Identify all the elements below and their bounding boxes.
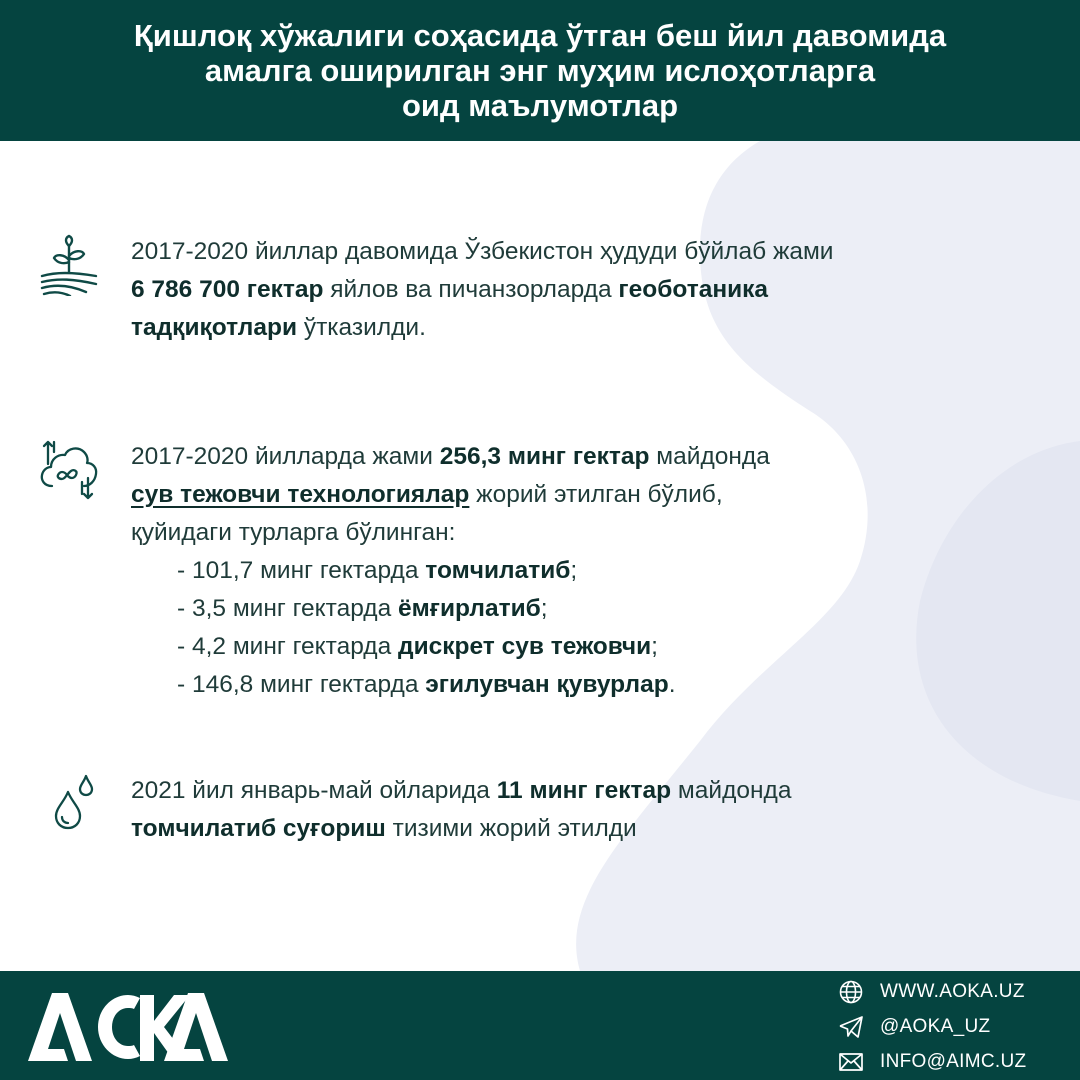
block1-bold-area: 6 786 700 гектар [131,276,324,303]
block3-text-1: 2021 йил январь-май ойларида [131,777,497,804]
telegram-handle[interactable]: @AOKA_UZ [880,1016,991,1037]
block1-bold-geobotany: геоботаника [618,276,769,303]
contact-email[interactable] [838,1047,1026,1077]
irrigation-type-item: - 4,2 минг гектарда дискрет сув тежовчи; [177,633,658,660]
footer-bar [0,971,1080,1080]
email-address[interactable]: INFO@AIMC.UZ [880,1051,1027,1072]
block3-text [131,772,1031,848]
block2-bold-area: 256,3 минг гектар [439,443,650,470]
block2-text-3: жорий этилган бўлиб, [469,481,723,508]
irrigation-type-item: - 101,7 минг гектарда томчилатиб; [177,557,578,584]
block1-text-3: ўтказилди. [297,314,426,341]
contact-telegram[interactable] [838,1012,990,1042]
block2-text-2: майдонда [649,443,770,470]
block1-text [131,233,1031,347]
block2-underlined-technologies: сув тежовчи технологиялар [131,481,470,508]
title-line-2: амалга оширилган энг муҳим ислоҳотларга [204,53,876,88]
block1-text-1: 2017-2020 йиллар давомида Ўзбекистон ҳудуди бўйлаб жами [131,238,834,265]
block1-text-2: яйлов ва пичанзорларда [323,276,619,303]
title-line-1: Қишлоқ хўжалиги соҳасида ўтган беш йил давомида [133,18,947,53]
block2-text-1: 2017-2020 йилларда жами [131,443,440,470]
title-line-3: оид маълумотлар [401,88,679,123]
irrigation-type-item: - 146,8 минг гектарда эгилувчан қувурлар. [177,671,676,698]
page-title [50,18,1030,123]
block3-text-3: тизими жорий этилди [385,815,637,842]
envelope-icon [838,1049,864,1075]
telegram-icon [838,1014,864,1040]
plant-field-icon [38,234,100,296]
block2-text [131,438,1031,704]
water-drops-icon [38,772,100,834]
aoka-logo [28,991,228,1063]
cloud-water-cycle-icon [38,438,100,500]
globe-icon [838,979,864,1005]
header-banner [0,0,1080,141]
contact-website[interactable] [838,977,1025,1007]
irrigation-type-item: - 3,5 минг гектарда ёмғирлатиб; [177,595,548,622]
block3-bold-drip: томчилатиб суғориш [131,815,386,842]
block2-text-4: қуйидаги турларга бўлинган: [131,519,456,546]
website-link[interactable]: WWW.AOKA.UZ [880,981,1025,1002]
block3-bold-area: 11 минг гектар [496,777,672,804]
block3-text-2: майдонда [671,777,792,804]
block1-bold-research: тадқиқотлари [131,314,298,341]
